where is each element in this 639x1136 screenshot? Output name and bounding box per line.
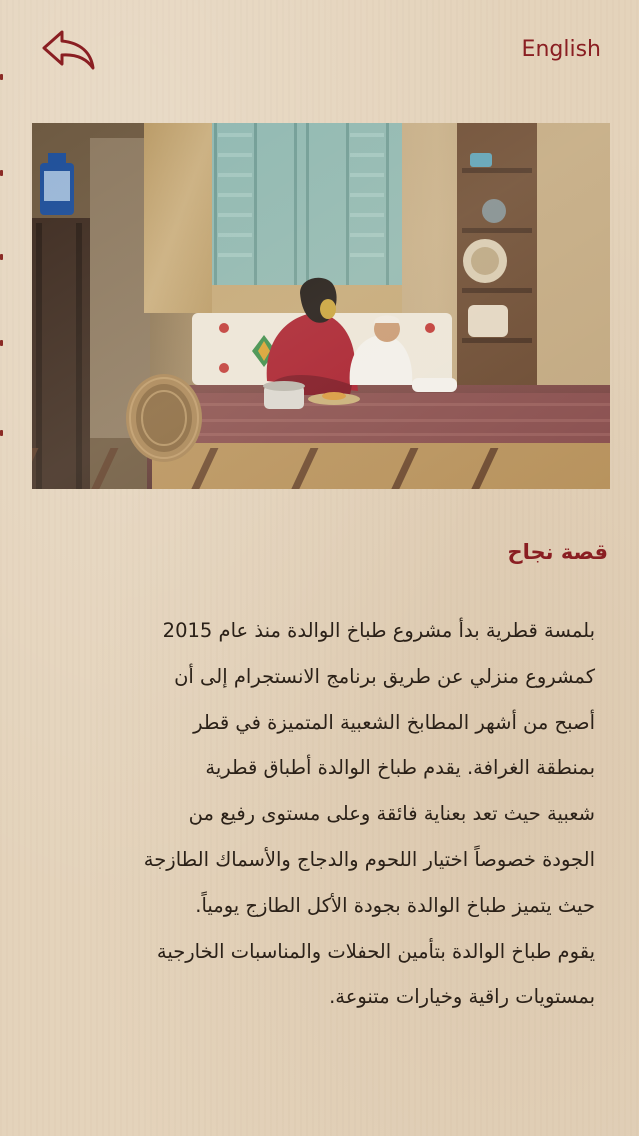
story-line: كمشروع منزلي عن طريق برنامج الانستجرام إلى أن (174, 664, 595, 688)
language-toggle-button[interactable]: English (521, 37, 601, 62)
back-arrow-icon (40, 26, 98, 74)
story-line: بمنطقة الغرافة. يقدم طباخ الوالدة أطباق قطرية (205, 756, 595, 780)
story-line: الجودة خصوصاً اختيار اللحوم والدجاج والأسماك الطازجة (143, 847, 595, 871)
back-button[interactable] (40, 26, 98, 74)
story-line: بلمسة قطرية بدأ مشروع طباخ الوالدة منذ عام 2015 (162, 619, 595, 642)
section-title: قصة نجاح (507, 540, 608, 564)
left-edge-marks (0, 0, 4, 1136)
story-line: أصبح من أشهر المطابخ الشعبية المتميزة في قطر (193, 710, 595, 734)
family-scene-photo (32, 123, 610, 489)
story-line: بمستويات راقية وخيارات متنوعة. (329, 985, 595, 1009)
story-line: يقوم طباخ الوالدة بتأمين الحفلات والمناسبات الخارجية (156, 939, 595, 963)
story-line: شعبية حيث تعد بعناية فائقة وعلى مستوى رفيع من (188, 802, 595, 826)
story-body (47, 608, 595, 1020)
story-line: حيث يتميز طباخ الوالدة بجودة الأكل الطازج يومياً. (195, 893, 595, 917)
hero-photo (32, 123, 610, 489)
